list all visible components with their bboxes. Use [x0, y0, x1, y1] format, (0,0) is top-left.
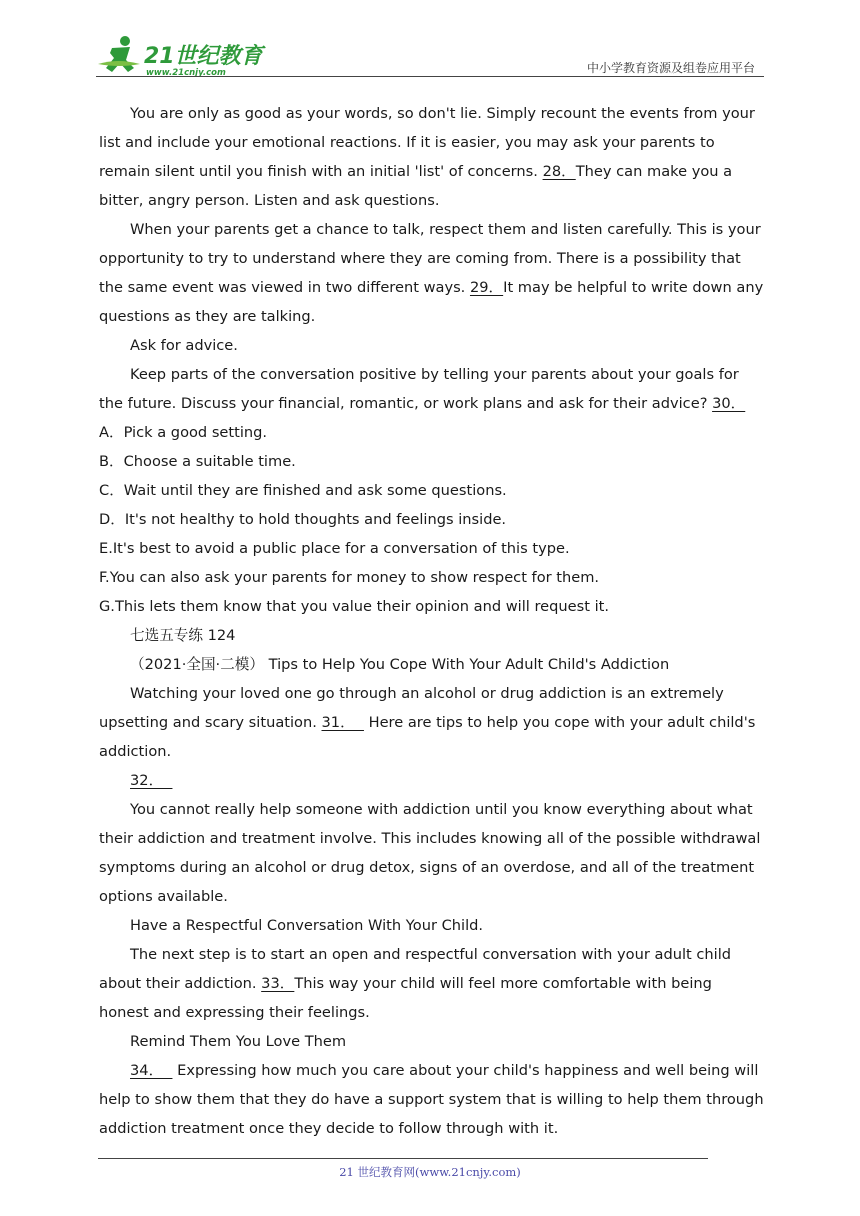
paragraph — [99, 215, 765, 331]
paragraph — [99, 621, 765, 650]
paragraph-text: B．Choose a suitable time. — [99, 453, 296, 470]
paragraph-text: E.It's best to avoid a public place for a conversation of this type. — [99, 540, 570, 557]
paragraph — [99, 331, 765, 360]
answer-blank: 32． — [130, 772, 173, 789]
platform-name: 中小学教育资源及组卷应用平台 — [586, 61, 755, 75]
paragraph-text: A．Pick a good setting. — [99, 424, 268, 441]
paragraph-text: Watching your loved one go through an alcohol or drug addiction is an extremely upsetting and scary situation. — [99, 685, 724, 731]
paragraph-text: Here are tips to help you cope with your adult child's addiction. — [99, 714, 756, 760]
paragraph-text: You are only as good as your words, so don't lie. Simply recount the events from your list and include your emotional reactions. If it is easier, you may ask your parents to remain silent until you finish with an initial 'list' of concerns. — [99, 105, 755, 180]
answer-blank: 33． — [261, 975, 295, 992]
paragraph-text: Expressing how much you care about your child's happiness and well being will help to show them that they do have a support system that is willing to help them through addiction treatment once they decide to follow through with it. — [99, 1062, 764, 1137]
answer-blank: 28． — [542, 163, 576, 180]
paragraph — [99, 592, 765, 621]
paragraph — [99, 650, 765, 679]
paragraph — [99, 679, 765, 766]
paragraph-text: D．It's not healthy to hold thoughts and feelings inside. — [99, 511, 507, 528]
answer-blank: 30． — [712, 395, 746, 412]
paragraph — [99, 940, 765, 1027]
paragraph-text: C．Wait until they are finished and ask some questions. — [99, 482, 507, 499]
paragraph-text: F.You can also ask your parents for money to show respect for them. — [99, 569, 600, 586]
paragraph — [99, 563, 765, 592]
paragraph-text: Remind Them You Love Them — [130, 1033, 347, 1050]
paragraph — [99, 360, 765, 418]
paragraph-text: 七选五专练 124 — [130, 627, 236, 644]
answer-blank: 29． — [469, 279, 504, 296]
footer-text: 21 世纪教育网(www.21cnjy.com) — [339, 1165, 521, 1179]
paragraph-text: When your parents get a chance to talk, respect them and listen carefully. This is your opportunity to try to understand where they are coming from. There is a possibility that the same event was viewed in two different ways. — [99, 221, 761, 296]
answer-blank: 34． — [130, 1062, 173, 1079]
paragraph — [99, 418, 765, 447]
paragraph-text: They can make you a bitter, angry person. Listen and ask questions. — [99, 163, 733, 209]
paragraph — [99, 99, 765, 215]
paragraph — [99, 505, 765, 534]
header-divider — [96, 76, 764, 77]
svg-text:21世纪教育: 21世纪教育 — [144, 44, 263, 69]
paragraph-text: Have a Respectful Conversation With Your Child. — [130, 917, 484, 934]
svg-text:www.21cnjy.com: www.21cnjy.com — [146, 68, 226, 78]
runner-icon — [92, 34, 267, 78]
paragraph-text: Ask for advice. — [130, 337, 238, 354]
paragraph — [99, 795, 765, 911]
paragraph-text: （2021·全国·二模） Tips to Help You Cope With Your Adult Child's Addiction — [130, 656, 670, 673]
paragraph-text: Keep parts of the conversation positive by telling your parents about your goals for the future. Discuss your financial, romantic, or work plans and ask for their advice? — [99, 366, 739, 412]
paragraph — [99, 1056, 765, 1143]
footer-divider — [98, 1158, 708, 1159]
paragraph — [99, 911, 765, 940]
paragraph — [99, 766, 765, 795]
paragraph-text: It may be helpful to write down any questions as they are talking. — [99, 279, 764, 325]
paragraph — [99, 1027, 765, 1056]
paragraph-text: This way your child will feel more comfortable with being honest and expressing their feelings. — [99, 975, 712, 1021]
paragraph-text: G.This lets them know that you value their opinion and will request it. — [99, 598, 610, 615]
answer-blank: 31． — [321, 714, 364, 731]
paragraph — [99, 447, 765, 476]
paragraph-text: You cannot really help someone with addiction until you know everything about what their addiction and treatment involve. This includes knowing all of the possible withdrawal symptoms during an alcohol or drug detox, signs of an overdose, and all of the treatment options available. — [99, 801, 761, 905]
logo — [92, 34, 267, 78]
paragraph — [99, 476, 765, 505]
document-body — [99, 99, 765, 1143]
paragraph-text: The next step is to start an open and respectful conversation with your adult child about their addiction. — [99, 946, 732, 992]
page-header — [0, 0, 860, 80]
paragraph — [99, 534, 765, 563]
